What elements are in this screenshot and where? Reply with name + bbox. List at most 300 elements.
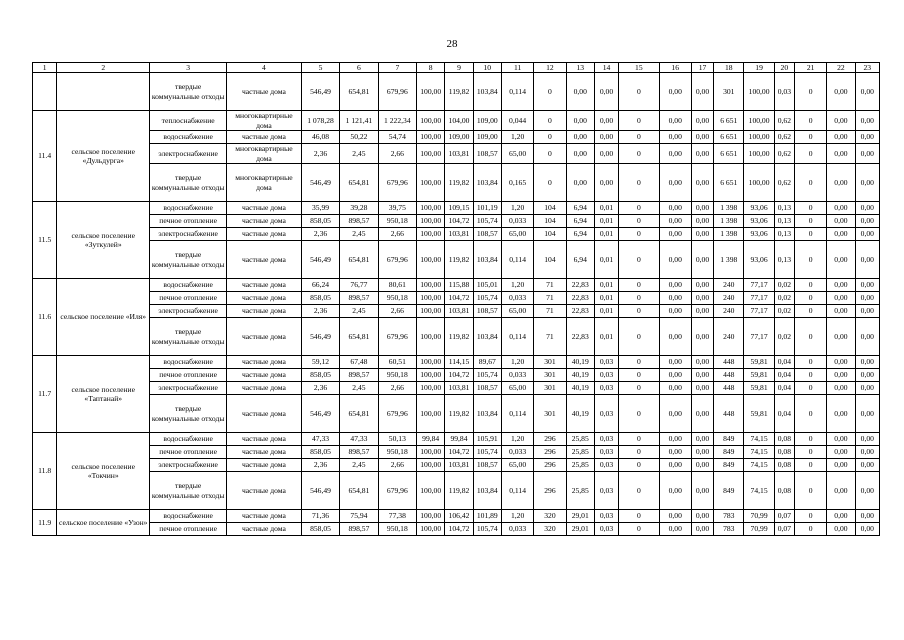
settlement-name: сельское поселение «Иля»	[57, 279, 150, 356]
table-cell: 59,81	[744, 395, 774, 433]
table-cell: 103,84	[473, 472, 501, 510]
table-cell: 0,00	[855, 241, 879, 279]
table-cell: 0,00	[827, 472, 855, 510]
table-cell: 0,00	[855, 523, 879, 536]
table-cell: 0,03	[774, 73, 794, 111]
housing-type: частные дома	[227, 395, 302, 433]
table-cell: 0	[794, 395, 826, 433]
table-cell: 240	[714, 279, 744, 292]
column-number: 6	[340, 63, 378, 73]
table-cell: 0,00	[827, 382, 855, 395]
table-cell: 0,00	[659, 369, 691, 382]
service-type: водоснабжение	[150, 131, 227, 144]
housing-type: многоквартирные дома	[227, 164, 302, 202]
table-cell: 546,49	[301, 395, 339, 433]
column-number: 7	[378, 63, 416, 73]
table-row	[33, 202, 880, 215]
settlement-number: 11.5	[33, 202, 57, 279]
column-number: 15	[619, 63, 659, 73]
table-cell: 0,01	[594, 318, 618, 356]
table-cell: 1 121,41	[340, 111, 378, 131]
table-cell: 0	[534, 131, 566, 144]
column-number: 22	[827, 63, 855, 73]
table-cell: 950,18	[378, 292, 416, 305]
table-cell: 0,00	[827, 356, 855, 369]
table-cell: 858,05	[301, 523, 339, 536]
column-number: 5	[301, 63, 339, 73]
table-cell: 108,57	[473, 382, 501, 395]
table-cell: 109,00	[473, 131, 501, 144]
service-type: водоснабжение	[150, 510, 227, 523]
table-cell: 0	[794, 305, 826, 318]
table-cell: 448	[714, 382, 744, 395]
table-cell: 0	[619, 111, 659, 131]
table-cell: 0,00	[827, 305, 855, 318]
table-row	[33, 433, 880, 446]
table-cell: 2,45	[340, 228, 378, 241]
table-cell: 0,00	[855, 382, 879, 395]
table-cell: 54,74	[378, 131, 416, 144]
table-cell: 296	[534, 472, 566, 510]
table-cell: 0	[619, 73, 659, 111]
table-cell: 0,00	[691, 523, 713, 536]
housing-type: частные дома	[227, 241, 302, 279]
table-cell: 0,00	[691, 73, 713, 111]
table-cell: 0,00	[691, 111, 713, 131]
table-cell: 0,00	[827, 73, 855, 111]
table-cell: 0,00	[855, 111, 879, 131]
table-cell: 105,01	[473, 279, 501, 292]
table-cell: 0,00	[659, 433, 691, 446]
table-cell: 0,044	[501, 111, 533, 131]
table-cell: 108,57	[473, 459, 501, 472]
table-cell: 0,01	[594, 279, 618, 292]
table-cell: 0,03	[594, 395, 618, 433]
housing-type: частные дома	[227, 228, 302, 241]
housing-type: частные дома	[227, 292, 302, 305]
table-cell: 74,15	[744, 433, 774, 446]
table-cell: 6 651	[714, 131, 744, 144]
table-cell: 0,04	[774, 382, 794, 395]
table-cell: 0,00	[659, 356, 691, 369]
table-cell: 0,00	[855, 433, 879, 446]
table-cell: 0,00	[594, 164, 618, 202]
table-cell: 47,33	[340, 433, 378, 446]
table-cell: 22,83	[566, 318, 594, 356]
table-cell: 0	[619, 369, 659, 382]
table-cell: 46,08	[301, 131, 339, 144]
table-cell: 0	[794, 523, 826, 536]
table-cell: 0,00	[827, 395, 855, 433]
table-cell: 0	[619, 472, 659, 510]
table-cell: 104,72	[445, 523, 473, 536]
table-cell: 103,81	[445, 382, 473, 395]
service-type: водоснабжение	[150, 433, 227, 446]
table-cell: 25,85	[566, 459, 594, 472]
table-cell: 29,01	[566, 523, 594, 536]
table-cell: 0,00	[691, 369, 713, 382]
table-cell: 654,81	[340, 395, 378, 433]
table-cell: 1 398	[714, 228, 744, 241]
table-cell: 0,00	[691, 202, 713, 215]
table-cell: 6,94	[566, 202, 594, 215]
table-cell: 0,00	[827, 523, 855, 536]
table-cell: 296	[534, 433, 566, 446]
table-cell: 59,81	[744, 382, 774, 395]
table-cell: 0,00	[691, 164, 713, 202]
table-cell: 0,00	[659, 395, 691, 433]
table-cell: 105,74	[473, 215, 501, 228]
table-cell: 103,81	[445, 144, 473, 164]
table-cell: 546,49	[301, 318, 339, 356]
housing-type: частные дома	[227, 73, 302, 111]
table-cell: 0,033	[501, 215, 533, 228]
table-cell: 0,00	[691, 279, 713, 292]
table-cell: 2,36	[301, 459, 339, 472]
table-cell: 74,15	[744, 446, 774, 459]
table-cell: 100,00	[417, 215, 445, 228]
table-cell: 108,57	[473, 228, 501, 241]
table-cell: 0	[794, 318, 826, 356]
table-cell: 240	[714, 305, 744, 318]
service-type: твердые коммунальные отходы	[150, 241, 227, 279]
settlement-number: 11.7	[33, 356, 57, 433]
table-cell: 0	[619, 433, 659, 446]
column-number: 4	[227, 63, 302, 73]
table-cell: 0,03	[594, 382, 618, 395]
table-cell: 240	[714, 318, 744, 356]
table-row	[33, 228, 880, 241]
table-cell: 100,00	[417, 356, 445, 369]
table-cell: 0,03	[594, 446, 618, 459]
column-number: 14	[594, 63, 618, 73]
table-cell: 0,00	[827, 202, 855, 215]
table-row	[33, 395, 880, 433]
table-cell: 50,22	[340, 131, 378, 144]
table-row	[33, 510, 880, 523]
table-cell: 0	[794, 228, 826, 241]
table-cell: 0,01	[594, 215, 618, 228]
table-cell: 0,00	[594, 144, 618, 164]
table-row	[33, 164, 880, 202]
table-cell: 0	[794, 241, 826, 279]
table-cell: 22,83	[566, 279, 594, 292]
table-cell: 0,00	[659, 164, 691, 202]
table-cell: 0,01	[594, 228, 618, 241]
table-cell: 40,19	[566, 356, 594, 369]
table-cell: 0,04	[774, 369, 794, 382]
table-cell: 0	[794, 356, 826, 369]
table-cell: 0	[619, 215, 659, 228]
housing-type: частные дома	[227, 459, 302, 472]
table-cell: 0,00	[855, 459, 879, 472]
table-cell: 39,28	[340, 202, 378, 215]
table-cell: 74,15	[744, 459, 774, 472]
table-cell: 75,94	[340, 510, 378, 523]
table-cell: 100,00	[417, 228, 445, 241]
table-cell: 950,18	[378, 446, 416, 459]
table-cell: 0	[794, 144, 826, 164]
table-row	[33, 215, 880, 228]
table-cell: 105,74	[473, 369, 501, 382]
table-cell: 0,00	[691, 433, 713, 446]
table-cell: 0	[534, 144, 566, 164]
table-row	[33, 131, 880, 144]
table-cell: 104,72	[445, 446, 473, 459]
table-cell: 109,00	[473, 111, 501, 131]
table-cell: 301	[534, 395, 566, 433]
table-cell: 100,00	[744, 144, 774, 164]
column-number: 10	[473, 63, 501, 73]
table-cell: 0,00	[855, 292, 879, 305]
table-cell: 93,06	[744, 228, 774, 241]
table-cell: 100,00	[417, 523, 445, 536]
table-cell: 0,00	[827, 510, 855, 523]
table-cell: 0,03	[594, 433, 618, 446]
table-cell: 654,81	[340, 472, 378, 510]
table-cell: 0	[794, 510, 826, 523]
table-cell: 849	[714, 472, 744, 510]
table-cell: 0,00	[855, 395, 879, 433]
table-cell: 0,033	[501, 292, 533, 305]
table-cell: 103,84	[473, 318, 501, 356]
table-cell: 0,00	[566, 73, 594, 111]
table-cell: 0,00	[855, 356, 879, 369]
column-number: 19	[744, 63, 774, 73]
table-cell: 898,57	[340, 292, 378, 305]
table-cell: 0,00	[566, 131, 594, 144]
table-cell: 99,84	[417, 433, 445, 446]
table-cell: 0,62	[774, 131, 794, 144]
table-cell: 104	[534, 215, 566, 228]
table-cell: 109,15	[445, 202, 473, 215]
table-cell: 0,00	[827, 144, 855, 164]
table-cell: 2,36	[301, 382, 339, 395]
table-cell: 0	[794, 472, 826, 510]
table-cell: 0,00	[855, 472, 879, 510]
table-cell: 0,13	[774, 215, 794, 228]
table-cell: 783	[714, 510, 744, 523]
table-row	[33, 241, 880, 279]
table-cell: 100,00	[417, 73, 445, 111]
column-number: 18	[714, 63, 744, 73]
table-cell: 66,24	[301, 279, 339, 292]
table-cell: 1 398	[714, 215, 744, 228]
housing-type: многоквартирные дома	[227, 111, 302, 131]
table-cell: 71,36	[301, 510, 339, 523]
column-number-row	[33, 63, 880, 73]
table-cell: 0,00	[691, 318, 713, 356]
column-number: 17	[691, 63, 713, 73]
table-cell: 0,00	[827, 446, 855, 459]
table-cell: 301	[534, 369, 566, 382]
housing-type: частные дома	[227, 446, 302, 459]
table-cell: 301	[534, 382, 566, 395]
table-cell: 546,49	[301, 164, 339, 202]
table-cell: 0,62	[774, 111, 794, 131]
table-cell: 0,03	[594, 510, 618, 523]
service-type: печное отопление	[150, 446, 227, 459]
table-cell: 0,00	[691, 144, 713, 164]
table-cell: 0,00	[659, 131, 691, 144]
table-cell: 0,00	[827, 433, 855, 446]
table-cell: 1 398	[714, 202, 744, 215]
table-cell: 0,13	[774, 202, 794, 215]
table-cell: 0,165	[501, 164, 533, 202]
table-cell: 103,84	[473, 73, 501, 111]
table-cell: 6,94	[566, 228, 594, 241]
service-type: печное отопление	[150, 369, 227, 382]
service-type: печное отопление	[150, 523, 227, 536]
table-cell: 0,01	[594, 202, 618, 215]
table-cell: 71	[534, 279, 566, 292]
table-cell: 0,00	[659, 241, 691, 279]
housing-type: частные дома	[227, 523, 302, 536]
table-cell: 119,82	[445, 395, 473, 433]
table-cell: 0,00	[827, 459, 855, 472]
table-cell: 0,13	[774, 241, 794, 279]
table-cell: 77,17	[744, 279, 774, 292]
table-cell: 100,00	[744, 111, 774, 131]
housing-type: частные дома	[227, 279, 302, 292]
service-type: электроснабжение	[150, 382, 227, 395]
table-cell: 654,81	[340, 73, 378, 111]
table-cell: 119,82	[445, 73, 473, 111]
table-cell: 0	[619, 279, 659, 292]
table-cell: 108,57	[473, 144, 501, 164]
table-cell: 100,00	[744, 131, 774, 144]
table-cell: 0,00	[594, 73, 618, 111]
table-cell: 0,00	[566, 111, 594, 131]
table-cell: 0,03	[594, 472, 618, 510]
table-cell: 100,00	[744, 164, 774, 202]
table-cell: 0,02	[774, 279, 794, 292]
settlement-name	[57, 73, 150, 111]
table-cell: 0,00	[659, 459, 691, 472]
table-cell: 448	[714, 395, 744, 433]
table-cell: 2,36	[301, 228, 339, 241]
table-cell: 115,88	[445, 279, 473, 292]
table-cell: 1 078,28	[301, 111, 339, 131]
settlement-number: 11.8	[33, 433, 57, 510]
settlement-number: 11.4	[33, 111, 57, 202]
table-cell: 100,00	[417, 111, 445, 131]
table-cell: 0,00	[855, 202, 879, 215]
table-cell: 40,19	[566, 382, 594, 395]
table-cell: 103,84	[473, 395, 501, 433]
table-cell: 100,00	[417, 305, 445, 318]
table-cell: 2,66	[378, 459, 416, 472]
table-row	[33, 111, 880, 131]
table-cell: 858,05	[301, 369, 339, 382]
table-cell: 0,00	[855, 446, 879, 459]
table-cell: 50,13	[378, 433, 416, 446]
table-cell: 100,00	[417, 446, 445, 459]
table-cell: 0	[619, 305, 659, 318]
table-cell: 2,36	[301, 144, 339, 164]
table-cell: 6,94	[566, 241, 594, 279]
table-cell: 0,00	[855, 131, 879, 144]
service-type: электроснабжение	[150, 305, 227, 318]
column-number: 16	[659, 63, 691, 73]
table-cell: 2,66	[378, 382, 416, 395]
table-cell: 0,00	[566, 164, 594, 202]
table-cell: 104,00	[445, 111, 473, 131]
table-cell: 100,00	[417, 164, 445, 202]
table-cell: 0,00	[659, 446, 691, 459]
table-cell: 104,72	[445, 369, 473, 382]
column-number: 23	[855, 63, 879, 73]
table-cell: 1 398	[714, 241, 744, 279]
settlement-name: сельское поселение «Узон»	[57, 510, 150, 536]
table-cell: 448	[714, 356, 744, 369]
table-cell: 0,03	[594, 523, 618, 536]
table-cell: 104	[534, 241, 566, 279]
settlement-name: сельское поселение «Токчин»	[57, 433, 150, 510]
table-cell: 0	[619, 446, 659, 459]
table-cell: 296	[534, 446, 566, 459]
table-cell: 80,61	[378, 279, 416, 292]
service-type: электроснабжение	[150, 228, 227, 241]
table-cell: 546,49	[301, 241, 339, 279]
table-cell: 0	[619, 318, 659, 356]
table-cell: 0,01	[594, 305, 618, 318]
table-cell: 0	[619, 459, 659, 472]
table-cell: 0	[794, 459, 826, 472]
table-cell: 101,89	[473, 510, 501, 523]
table-cell: 679,96	[378, 472, 416, 510]
table-cell: 0,08	[774, 433, 794, 446]
table-cell: 0	[619, 228, 659, 241]
table-cell: 0,00	[659, 144, 691, 164]
table-cell: 0,00	[827, 215, 855, 228]
table-cell: 0,00	[691, 382, 713, 395]
table-cell: 0	[619, 510, 659, 523]
service-type: твердые коммунальные отходы	[150, 318, 227, 356]
table-row	[33, 318, 880, 356]
table-cell: 0,08	[774, 459, 794, 472]
table-cell: 2,45	[340, 144, 378, 164]
housing-type: частные дома	[227, 318, 302, 356]
table-cell: 0,00	[659, 215, 691, 228]
table-cell: 0,00	[659, 318, 691, 356]
service-type: твердые коммунальные отходы	[150, 472, 227, 510]
table-cell: 105,74	[473, 292, 501, 305]
table-cell: 0,00	[827, 111, 855, 131]
table-cell: 0	[534, 164, 566, 202]
table-cell: 100,00	[417, 318, 445, 356]
table-cell: 2,66	[378, 228, 416, 241]
table-cell: 0,00	[659, 472, 691, 510]
table-cell: 0,00	[691, 395, 713, 433]
settlement-name: сельское поселение «Таптанай»	[57, 356, 150, 433]
table-cell: 1,20	[501, 131, 533, 144]
table-cell: 898,57	[340, 446, 378, 459]
table-cell: 0,00	[855, 318, 879, 356]
table-cell: 65,00	[501, 382, 533, 395]
table-cell: 2,66	[378, 305, 416, 318]
table-cell: 100,00	[417, 369, 445, 382]
table-cell: 0	[794, 202, 826, 215]
table-cell: 76,77	[340, 279, 378, 292]
table-cell: 1,20	[501, 356, 533, 369]
table-cell: 0,00	[594, 111, 618, 131]
service-type: твердые коммунальные отходы	[150, 73, 227, 111]
table-cell: 0,00	[659, 202, 691, 215]
table-cell: 546,49	[301, 73, 339, 111]
table-cell: 0,00	[691, 228, 713, 241]
table-cell: 858,05	[301, 446, 339, 459]
